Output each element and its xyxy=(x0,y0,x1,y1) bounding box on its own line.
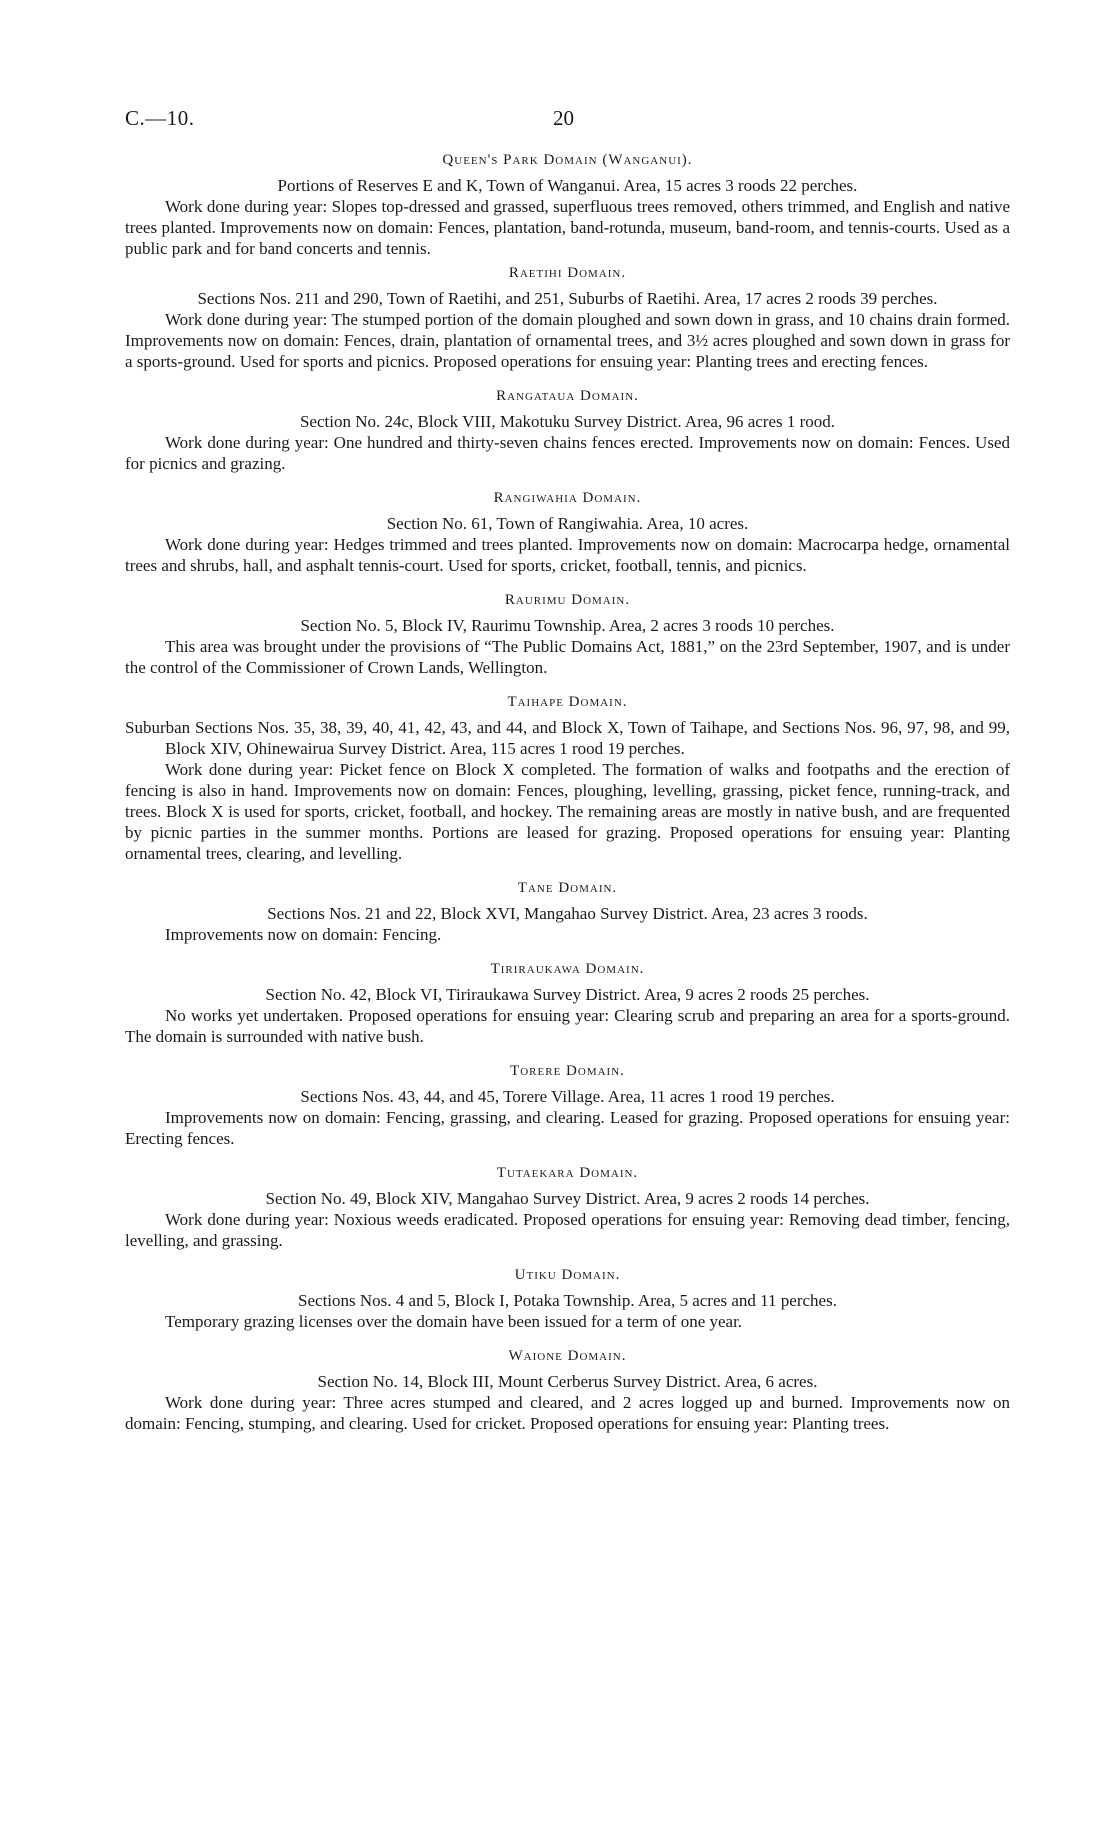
section-text: Work done during year: Noxious weeds eradicated. Proposed operations for ensuing year: Removing dead timber, fencing, levelling, and grassing. xyxy=(125,1210,1010,1250)
section-title: Rangiwahia Domain. xyxy=(493,490,642,506)
section-text: Work done during year: Three acres stumped and cleared, and 2 acres logged up and burned. Improvements now on domain: Fencing, stumping, and clearing. Used for cricket. Proposed operations for ensuing year: Planting trees. xyxy=(125,1393,1010,1433)
section-tiriraukawa xyxy=(125,959,1010,1047)
section-text: This area was brought under the provisions of “The Public Domains Act, 1881,” on the 23rd September, 1907, and is under the control of the Commissioner of Crown Lands, Wellington. xyxy=(125,637,1010,677)
section-title: Raetihi Domain. xyxy=(508,265,627,281)
section-location: Sections Nos. 4 and 5, Block I, Potaka Township. Area, 5 acres and 11 perches. xyxy=(298,1291,837,1310)
section-utiku xyxy=(125,1265,1010,1332)
page-header xyxy=(125,0,1010,140)
section-waione xyxy=(125,1346,1010,1434)
section-location: Section No. 42, Block VI, Tiriraukawa Survey District. Area, 9 acres 2 roods 25 perches. xyxy=(265,985,870,1004)
section-title: Utiku Domain. xyxy=(514,1267,621,1283)
section-text: Work done during year: Picket fence on Block X completed. The formation of walks and footpaths and the erection of fencing is also in hand. Improvements now on domain: Fences, ploughing, levelling, grassing, picket fence, running-track, and trees. Block X is used for sports, cricket, football, and hockey. The remaining areas are mostly in native bush, and are frequented by picnic parties in the summer months. Portions are leased for grazing. Proposed operations for ensuing year: Planting ornamental trees, clearing, and levelling. xyxy=(125,760,1010,863)
section-raetihi xyxy=(125,263,1010,372)
section-title: Taihape Domain. xyxy=(507,694,628,710)
section-title: Rangataua Domain. xyxy=(496,388,639,404)
section-queens-park xyxy=(125,150,1010,259)
section-text: Work done during year: One hundred and thirty-seven chains fences erected. Improvements now on domain: Fences. Used for picnics and grazing. xyxy=(125,433,1010,473)
section-title: Raurimu Domain. xyxy=(504,592,631,608)
document-page xyxy=(125,0,1010,1434)
section-title: Queen's Park Domain (Wanganui). xyxy=(442,152,693,168)
section-location: Section No. 61, Town of Rangiwahia. Area, 10 acres. xyxy=(386,514,749,533)
section-text: Work done during year: The stumped portion of the domain ploughed and sown down in grass, and 10 chains drain formed. Improvements now on domain: Fences, drain, plantation of ornamental trees, and 3½ acres ploughed and sown down in grass for a sports-ground. Used for sports and picnics. Proposed operations for ensuing year: Planting trees and erecting fences. xyxy=(125,310,1010,371)
section-title: Tutaekara Domain. xyxy=(496,1165,639,1181)
section-location: Section No. 14, Block III, Mount Cerberus Survey District. Area, 6 acres. xyxy=(317,1372,818,1391)
section-raurimu xyxy=(125,590,1010,678)
section-title: Torere Domain. xyxy=(510,1063,625,1079)
section-location: Section No. 24c, Block VIII, Makotuku Survey District. Area, 96 acres 1 rood. xyxy=(299,412,836,431)
section-location: Sections Nos. 43, 44, and 45, Torere Village. Area, 11 acres 1 rood 19 perches. xyxy=(300,1087,835,1106)
document-reference: C.—10. xyxy=(125,106,195,130)
section-tane xyxy=(125,878,1010,945)
section-text: No works yet undertaken. Proposed operations for ensuing year: Clearing scrub and preparing an area for a sports-ground. The domain is surrounded with native bush. xyxy=(125,1006,1010,1046)
section-rangiwahia xyxy=(125,488,1010,576)
section-rangataua xyxy=(125,386,1010,474)
section-location: Section No. 49, Block XIV, Mangahao Survey District. Area, 9 acres 2 roods 14 perches. xyxy=(265,1189,870,1208)
section-title: Tane Domain. xyxy=(517,880,618,896)
section-location: Sections Nos. 21 and 22, Block XVI, Mangahao Survey District. Area, 23 acres 3 roods. xyxy=(267,904,868,923)
section-title: Waione Domain. xyxy=(508,1348,627,1364)
section-taihape xyxy=(125,692,1010,864)
section-location: Suburban Sections Nos. 35, 38, 39, 40, 41, 42, 43, and 44, and Block X, Town of Taihape, and Sections Nos. 96, 97, 98, and 99, Block XIV, Ohinewairua Survey District. Area, 115 acres 1 rood 19 perches. xyxy=(125,718,1010,758)
section-text: Work done during year: Hedges trimmed and trees planted. Improvements now on domain: Macrocarpa hedge, ornamental trees and shrubs, hall, and asphalt tennis-court. Used for sports, cricket, football, tennis, and picnics. xyxy=(125,535,1010,575)
section-title: Tiriraukawa Domain. xyxy=(490,961,645,977)
section-text: Improvements now on domain: Fencing, grassing, and clearing. Leased for grazing. Proposed operations for ensuing year: Erecting fences. xyxy=(125,1108,1010,1148)
section-text: Work done during year: Slopes top-dressed and grassed, superfluous trees removed, others trimmed, and English and native trees planted. Improvements now on domain: Fences, plantation, band-rotunda, museum, band-room, and tennis-courts. Used as a public park and for band concerts and tennis. xyxy=(125,197,1010,258)
page-number: 20 xyxy=(553,106,574,130)
section-location: Portions of Reserves E and K, Town of Wanganui. Area, 15 acres 3 roods 22 perches. xyxy=(277,176,858,195)
section-location: Sections Nos. 211 and 290, Town of Raetihi, and 251, Suburbs of Raetihi. Area, 17 acres 2 roods 39 perches. xyxy=(197,289,938,308)
section-location: Section No. 5, Block IV, Raurimu Township. Area, 2 acres 3 roods 10 perches. xyxy=(300,616,835,635)
section-torere xyxy=(125,1061,1010,1149)
section-text: Improvements now on domain: Fencing. xyxy=(165,925,442,944)
section-tutaekara xyxy=(125,1163,1010,1251)
section-text: Temporary grazing licenses over the domain have been issued for a term of one year. xyxy=(165,1312,743,1331)
